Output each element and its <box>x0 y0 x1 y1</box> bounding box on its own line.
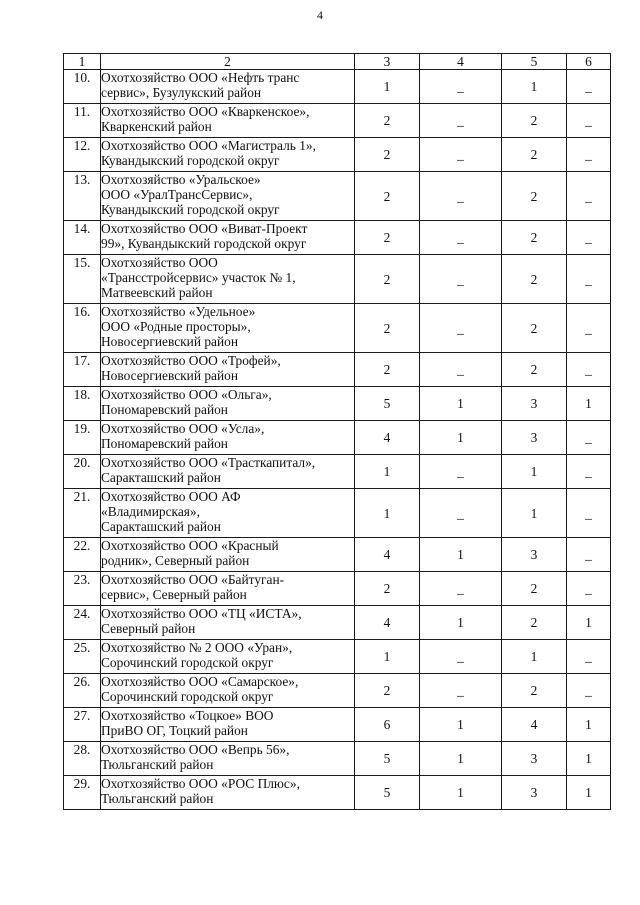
value-col-5: 2 <box>502 353 567 387</box>
value-col-6: 1 <box>567 776 611 810</box>
value-col-5: 1 <box>502 489 567 538</box>
value-col-3: 1 <box>355 489 420 538</box>
name-line: Саракташский район <box>101 519 221 534</box>
name-line: Охотхозяйство ООО «Красный <box>101 538 279 553</box>
table-row <box>64 70 611 104</box>
name-line: Охотхозяйство «Тоцкое» ВОО <box>101 708 274 723</box>
name-line: Кваркенский район <box>101 119 212 134</box>
name-line: ООО «УралТрансСервис», <box>101 187 253 202</box>
header-col-4: 4 <box>420 54 502 70</box>
table-row <box>64 138 611 172</box>
value-col-3: 2 <box>355 138 420 172</box>
name-line: ООО «Родные просторы», <box>101 319 251 334</box>
row-number: 21. <box>64 489 101 538</box>
hunting-ground-name <box>101 255 355 304</box>
name-line: сервис», Северный район <box>101 587 247 602</box>
row-number: 15. <box>64 255 101 304</box>
value-col-4: 1 <box>420 708 502 742</box>
row-number: 12. <box>64 138 101 172</box>
value-col-5: 2 <box>502 138 567 172</box>
header-col-3: 3 <box>355 54 420 70</box>
name-line: Новосергиевский район <box>101 368 239 383</box>
header-col-2: 2 <box>101 54 355 70</box>
name-line: Матвеевский район <box>101 285 213 300</box>
value-col-4: _ <box>420 489 502 538</box>
row-number: 10. <box>64 70 101 104</box>
value-col-5: 1 <box>502 640 567 674</box>
value-col-3: 1 <box>355 455 420 489</box>
row-number: 27. <box>64 708 101 742</box>
name-line: Охотхозяйство ООО «Трасткапитал», <box>101 455 316 470</box>
hunting-ground-name <box>101 138 355 172</box>
header-col-5: 5 <box>502 54 567 70</box>
value-col-5: 3 <box>502 421 567 455</box>
name-line: Тюльганский район <box>101 757 214 772</box>
hunting-ground-name <box>101 538 355 572</box>
name-line: Охотхозяйство «Уральское» <box>101 172 261 187</box>
name-line: Охотхозяйство ООО «ТЦ «ИСТА», <box>101 606 302 621</box>
name-line: Охотхозяйство ООО «Магистраль 1», <box>101 138 316 153</box>
name-line: Северный район <box>101 621 196 636</box>
name-line: Охотхозяйство ООО «Усла», <box>101 421 265 436</box>
value-col-5: 2 <box>502 606 567 640</box>
name-line: сервис», Бузулукский район <box>101 85 262 100</box>
table-row <box>64 572 611 606</box>
value-col-6: _ <box>567 104 611 138</box>
row-number: 22. <box>64 538 101 572</box>
value-col-6: _ <box>567 221 611 255</box>
row-number: 20. <box>64 455 101 489</box>
value-col-6: _ <box>567 172 611 221</box>
name-line: Охотхозяйство ООО «Самарское», <box>101 674 299 689</box>
value-col-6: _ <box>567 255 611 304</box>
row-number: 28. <box>64 742 101 776</box>
name-line: Охотхозяйство ООО «Байтуган- <box>101 572 285 587</box>
value-col-3: 2 <box>355 674 420 708</box>
name-line: Охотхозяйство ООО «Нефть транс <box>101 70 300 85</box>
value-col-6: _ <box>567 674 611 708</box>
value-col-3: 6 <box>355 708 420 742</box>
value-col-5: 2 <box>502 674 567 708</box>
hunting-ground-name <box>101 421 355 455</box>
table-row <box>64 304 611 353</box>
name-line: Кувандыкский городской округ <box>101 153 280 168</box>
value-col-4: _ <box>420 221 502 255</box>
value-col-4: _ <box>420 104 502 138</box>
row-number: 29. <box>64 776 101 810</box>
value-col-6: _ <box>567 353 611 387</box>
value-col-5: 4 <box>502 708 567 742</box>
hunting-ground-name <box>101 674 355 708</box>
name-line: Сорочинский городской округ <box>101 689 274 704</box>
value-col-3: 4 <box>355 538 420 572</box>
table-row <box>64 742 611 776</box>
hunting-ground-name <box>101 304 355 353</box>
value-col-5: 2 <box>502 172 567 221</box>
name-line: Кувандыкский городской округ <box>101 202 280 217</box>
value-col-5: 2 <box>502 304 567 353</box>
hunting-ground-name <box>101 172 355 221</box>
table-row <box>64 421 611 455</box>
table-row <box>64 708 611 742</box>
name-line: Охотхозяйство ООО «РОС Плюс», <box>101 776 300 791</box>
hunting-ground-name <box>101 104 355 138</box>
table-row <box>64 255 611 304</box>
value-col-4: _ <box>420 304 502 353</box>
value-col-3: 2 <box>355 255 420 304</box>
hunting-ground-name <box>101 353 355 387</box>
hunting-ground-name <box>101 606 355 640</box>
hunting-ground-name <box>101 708 355 742</box>
page-number: 4 <box>317 8 323 22</box>
row-number: 25. <box>64 640 101 674</box>
row-number: 11. <box>64 104 101 138</box>
name-line: «Трансстройсервис» участок № 1, <box>101 270 296 285</box>
value-col-4: 1 <box>420 538 502 572</box>
header-row <box>64 54 611 70</box>
row-number: 19. <box>64 421 101 455</box>
value-col-5: 2 <box>502 104 567 138</box>
name-line: Охотхозяйство ООО «Вепрь 56», <box>101 742 290 757</box>
name-line: Охотхозяйство ООО АФ <box>101 489 241 504</box>
name-line: родник», Северный район <box>101 553 250 568</box>
value-col-3: 2 <box>355 221 420 255</box>
name-line: Тюльганский район <box>101 791 214 806</box>
name-line: Охотхозяйство ООО <box>101 255 218 270</box>
value-col-4: _ <box>420 70 502 104</box>
name-line: Саракташский район <box>101 470 221 485</box>
table-row <box>64 353 611 387</box>
value-col-4: _ <box>420 255 502 304</box>
value-col-4: _ <box>420 572 502 606</box>
row-number: 18. <box>64 387 101 421</box>
value-col-4: _ <box>420 138 502 172</box>
value-col-6: _ <box>567 489 611 538</box>
value-col-6: 1 <box>567 606 611 640</box>
header-col-6: 6 <box>567 54 611 70</box>
table-row <box>64 776 611 810</box>
value-col-4: _ <box>420 674 502 708</box>
hunting-ground-name <box>101 489 355 538</box>
table-row <box>64 455 611 489</box>
value-col-6: _ <box>567 455 611 489</box>
name-line: Охотхозяйство ООО «Ольга», <box>101 387 272 402</box>
value-col-4: _ <box>420 172 502 221</box>
name-line: «Владимирская», <box>101 504 200 519</box>
hunting-grounds-table <box>63 53 611 810</box>
value-col-4: 1 <box>420 421 502 455</box>
value-col-3: 4 <box>355 606 420 640</box>
name-line: Охотхозяйство № 2 ООО «Уран», <box>101 640 293 655</box>
value-col-3: 2 <box>355 172 420 221</box>
value-col-4: _ <box>420 640 502 674</box>
row-number: 16. <box>64 304 101 353</box>
value-col-6: 1 <box>567 708 611 742</box>
row-number: 23. <box>64 572 101 606</box>
value-col-5: 3 <box>502 387 567 421</box>
value-col-3: 2 <box>355 353 420 387</box>
hunting-ground-name <box>101 221 355 255</box>
name-line: Сорочинский городской округ <box>101 655 274 670</box>
name-line: Охотхозяйство «Удельное» <box>101 304 256 319</box>
header-col-1: 1 <box>64 54 101 70</box>
hunting-ground-name <box>101 387 355 421</box>
hunting-ground-name <box>101 70 355 104</box>
name-line: Пономаревский район <box>101 402 228 417</box>
table-body <box>64 70 611 810</box>
value-col-6: _ <box>567 572 611 606</box>
value-col-6: _ <box>567 640 611 674</box>
value-col-6: _ <box>567 304 611 353</box>
value-col-3: 2 <box>355 304 420 353</box>
value-col-6: _ <box>567 538 611 572</box>
row-number: 24. <box>64 606 101 640</box>
table-row <box>64 221 611 255</box>
table-row <box>64 640 611 674</box>
value-col-6: _ <box>567 138 611 172</box>
table-row <box>64 172 611 221</box>
value-col-5: 3 <box>502 776 567 810</box>
value-col-3: 5 <box>355 387 420 421</box>
row-number: 13. <box>64 172 101 221</box>
value-col-3: 5 <box>355 742 420 776</box>
row-number: 14. <box>64 221 101 255</box>
value-col-4: 1 <box>420 606 502 640</box>
value-col-5: 2 <box>502 221 567 255</box>
row-number: 26. <box>64 674 101 708</box>
table-row <box>64 104 611 138</box>
value-col-5: 2 <box>502 572 567 606</box>
hunting-ground-name <box>101 455 355 489</box>
value-col-5: 3 <box>502 538 567 572</box>
value-col-5: 1 <box>502 70 567 104</box>
value-col-5: 1 <box>502 455 567 489</box>
value-col-4: _ <box>420 455 502 489</box>
value-col-3: 5 <box>355 776 420 810</box>
table-row <box>64 674 611 708</box>
hunting-ground-name <box>101 742 355 776</box>
value-col-4: 1 <box>420 387 502 421</box>
value-col-3: 4 <box>355 421 420 455</box>
hunting-ground-name <box>101 776 355 810</box>
value-col-6: _ <box>567 70 611 104</box>
value-col-6: 1 <box>567 387 611 421</box>
table-row <box>64 387 611 421</box>
value-col-4: 1 <box>420 776 502 810</box>
value-col-3: 1 <box>355 70 420 104</box>
table-row <box>64 538 611 572</box>
value-col-3: 2 <box>355 572 420 606</box>
value-col-4: _ <box>420 353 502 387</box>
value-col-6: 1 <box>567 742 611 776</box>
value-col-3: 2 <box>355 104 420 138</box>
name-line: Охотхозяйство ООО «Кваркенское», <box>101 104 310 119</box>
value-col-5: 2 <box>502 255 567 304</box>
name-line: Охотхозяйство ООО «Виват-Проект <box>101 221 308 236</box>
hunting-ground-name <box>101 572 355 606</box>
name-line: Новосергиевский район <box>101 334 239 349</box>
name-line: 99», Кувандыкский городской округ <box>101 236 307 251</box>
name-line: Пономаревский район <box>101 436 228 451</box>
value-col-6: _ <box>567 421 611 455</box>
hunting-ground-name <box>101 640 355 674</box>
value-col-3: 1 <box>355 640 420 674</box>
table-row <box>64 606 611 640</box>
value-col-5: 3 <box>502 742 567 776</box>
value-col-4: 1 <box>420 742 502 776</box>
row-number: 17. <box>64 353 101 387</box>
name-line: ПриВО ОГ, Тоцкий район <box>101 723 248 738</box>
table-row <box>64 489 611 538</box>
name-line: Охотхозяйство ООО «Трофей», <box>101 353 281 368</box>
